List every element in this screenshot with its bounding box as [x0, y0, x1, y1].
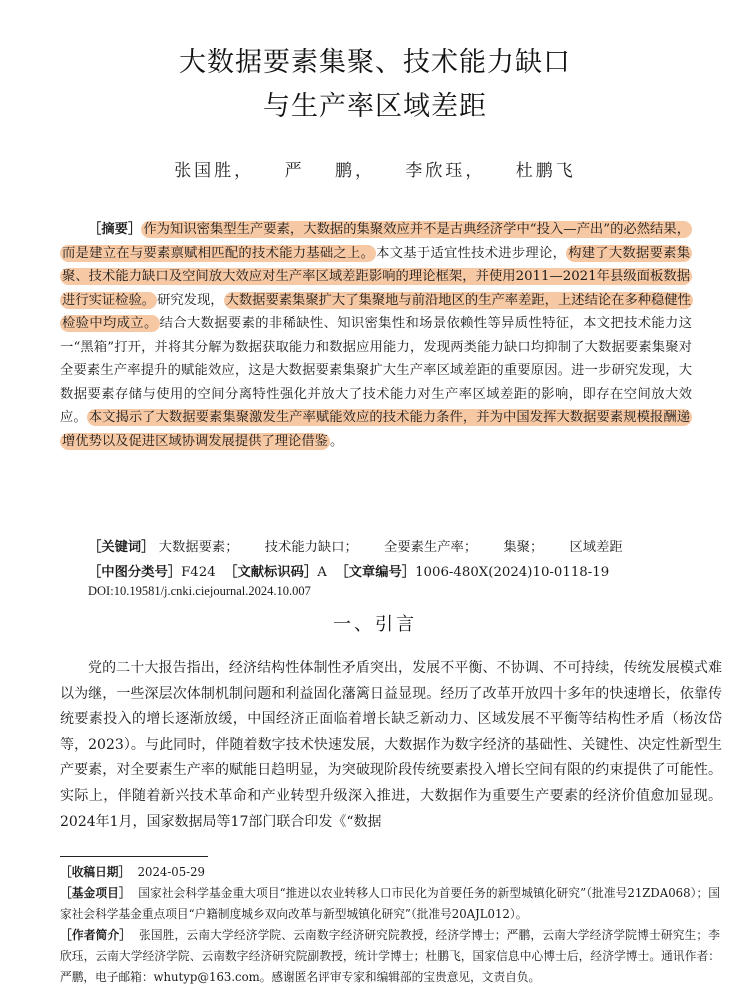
document-code-value: A [317, 565, 327, 580]
fund-value: 国家社会科学基金重大项目“推进以农业转移人口市民化为首要任务的新型城镇化研究”（批准号21ZDA068）；国家社会科学基金重点项目“户籍制度城乡双向改革与新型城镇化研究”（批准号20AJL012）。 [60, 886, 720, 921]
abstract-text: 。 [329, 433, 344, 449]
paper-title-line-1: 大数据要素集聚、技术能力缺口 [179, 47, 571, 78]
author-list: 张国胜， 严 鹏， 李欣珏， 杜鹏飞 [174, 161, 576, 181]
footnotes [60, 862, 720, 988]
article-number-value: 1006-480X(2024)10-0118-19 [415, 565, 610, 580]
keyword: 区域差距 [569, 540, 623, 555]
keyword: 集聚； [503, 540, 544, 555]
author-bio-value: 张国胜，云南大学经济学院、云南数字经济研究院教授，经济学博士；严鹏，云南大学经济学院博士研究生；李欣珏，云南大学经济学院、云南数字经济研究院副教授，统计学博士；杜鹏飞，国家信息中心博士后，经济学博士。通讯作者：严鹏，电子邮箱：whutyp@163.com。感谢匿名评审专家和编辑部的宝贵意见，文责自负。 [60, 928, 720, 984]
keyword: 技术能力缺口； [264, 540, 358, 555]
paper-title-line-2: 与生产率区域差距 [263, 91, 487, 122]
footnote-received [60, 862, 720, 883]
section-heading: 一、引言 [333, 614, 417, 635]
keyword: 大数据要素； [158, 540, 239, 555]
classification-line [88, 561, 609, 580]
clc-label: ［中图分类号］ [88, 565, 182, 580]
footnote-fund [60, 883, 720, 925]
footnote-divider [60, 856, 208, 857]
abstract-highlight-1: 作为知识密集型生产要素，大数据的集聚效应并不是古典经济学中“投入—产出”的必然结果，而是建立在与要素禀赋相匹配的技术能力基础之上。 [62, 222, 690, 261]
article-number-label: ［文章编号］ [335, 565, 416, 580]
abstract-label: ［摘要］ [88, 222, 142, 237]
abstract-highlight-3: 大数据要素集聚扩大了集聚地与前沿地区的生产率差距，上述结论在多种稳健性检验中均成立。 [62, 292, 691, 331]
abstract-text: 结合大数据要素的非稀缺性、知识密集性和场景依赖性等异质性特征，本文把技术能力这一“黑箱”打开，并将其分解为数据获取能力和数据应用能力，发现两类能力缺口均抑制了大数据要素集聚对全要素生产率提升的赋能效应，这是大数据要素集聚扩大生产率区域差距的重要原因。进一步研究发现，大数据要素存储与使用的空间分离特性强化并放大了技术能力对生产率区域差距的影响，即存在空间放大效应。 [60, 316, 693, 425]
received-label: ［收稿日期］ [60, 865, 131, 879]
doi: DOI:10.19581/j.cnki.ciejournal.2024.10.007 [88, 584, 311, 598]
fund-label: ［基金项目］ [60, 886, 131, 900]
author-bio-label: ［作者简介］ [60, 928, 132, 942]
footnote-author [60, 925, 720, 988]
keyword: 全要素生产率； [384, 540, 478, 555]
body-paragraph: 党的二十大报告指出，经济结构性体制性矛盾突出，发展不平衡、不协调、不可持续，传统发展模式难以为继，一些深层次体制机制问题和利益固化藩篱日益显现。经历了改革开放四十多年的快速增长，依靠传统要素投入的增长逐渐放缓，中国经济正面临着增长缺乏新动力、区域发展不平衡等结构性矛盾（杨汝岱等，2023）。与此同时，伴随着数字技术快速发展，大数据作为数字经济的基础性、关键性、决定性新型生产要素，对全要素生产率的赋能日趋明显，为突破现阶段传统要素投入增长空间有限的约束提供了可能性。实际上，伴随着新兴技术革命和产业转型升级深入推进，大数据作为重要生产要素的经济价值愈加显现。2024年1月，国家数据局等17部门联合印发《“数据 [60, 660, 722, 830]
keywords-line [88, 536, 645, 555]
abstract [60, 218, 692, 453]
abstract-highlight-2: 构建了大数据要素集聚、技术能力缺口及空间放大效应对生产率区域差距影响的理论框架，并使用2011—2021年县级面板数据进行实证检验。 [62, 245, 691, 308]
document-code-label: ［文献标识码］ [224, 565, 318, 580]
clc-value: F424 [181, 565, 216, 580]
abstract-text: 研究发现， [157, 292, 224, 308]
keywords-label: ［关键词］ [88, 540, 155, 555]
received-value: 2024-05-29 [137, 865, 205, 879]
abstract-highlight-4: 本文揭示了大数据要素集聚激发生产率赋能效应的技术能力条件，并为中国发挥大数据要素规模报酬递增优势以及促进区域协调发展提供了理论借鉴 [62, 410, 691, 449]
abstract-text: 本文基于适宜性技术进步理论， [376, 245, 567, 261]
